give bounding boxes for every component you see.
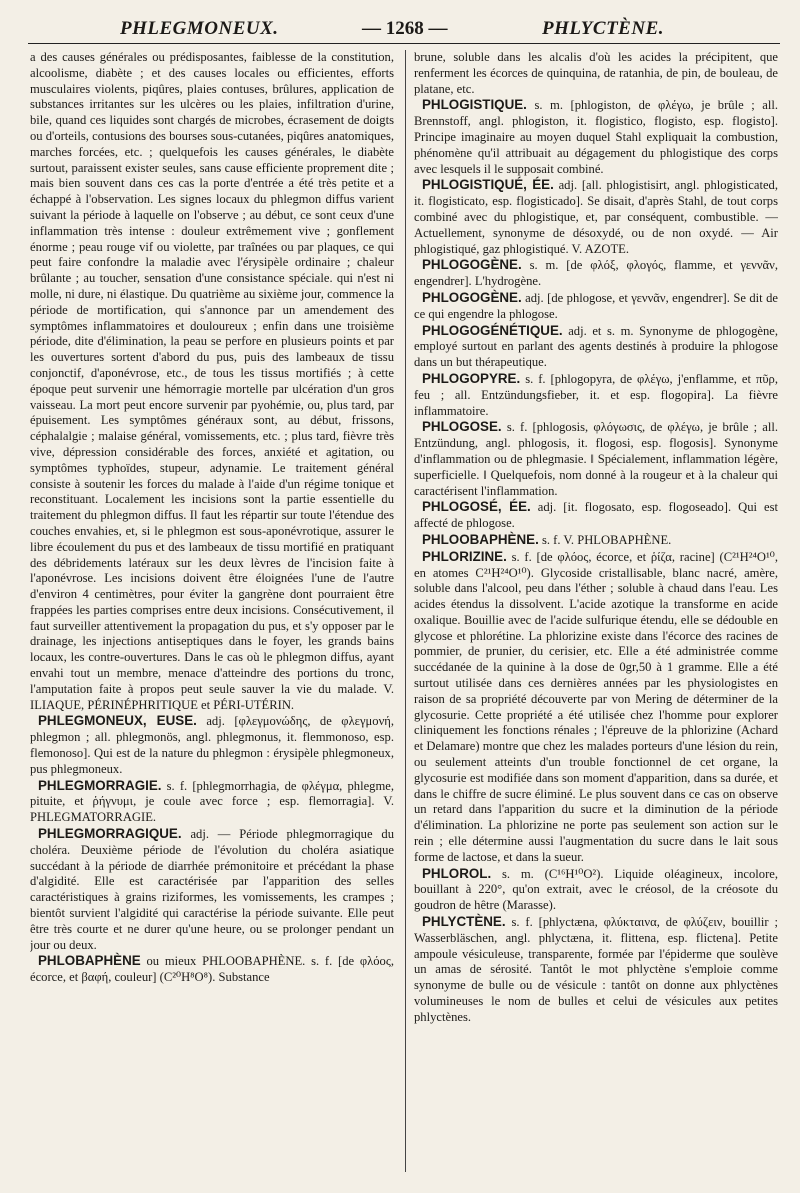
entry-headword: PHLOGOGÈNE. (422, 257, 522, 273)
running-header (0, 18, 800, 44)
dictionary-entry: PHLOGOGÈNE. adj. [de phlogose, et γεννᾶν, engendrer]. Se dit de ce qui engendre la phlogose. (414, 289, 778, 321)
entry-headword: PHLOGISTIQUE. (422, 97, 527, 113)
header-left-guide-word: PHLEGMONEUX. (120, 18, 279, 39)
entry-headword: PHLOGOPYRE. (422, 370, 521, 386)
dictionary-entry: PHLEGMORRAGIQUE. adj. — Période phlegmorragique du choléra. Deuxième période de l'évolution du choléra asiatique succédant à la période de diarrhée prémonitoire et précédant la phase d'algidité. Elle est caractérisée par l'apparition des selles caractéristiques à grains riziformes, les vomissements, les crampes ; bientôt survient l'algidité qui caractérise la période suivante. Elle peut être très courte et ne durer qu'une heure, ou se prolonger pendant un jour ou deux. (30, 826, 394, 952)
entry-headword: PHLEGMONEUX, EUSE. (38, 713, 197, 729)
entry-continuation: a des causes générales ou prédisposantes, faiblesse de la constitution, alcoolisme, diabète ; et des causes locales ou efficientes, efforts musculaires violents, piqûres, plaies contuses, brûlures, application de substances irritantes sur les ulcères ou les plaies, infiltration d'urine, bile, quand ces liquides sont chargés de microbes, écrasement de doigts ou d'orteils, contusions des bourses sous-cutanées, piqûres anatomiques, marches forcées, etc. ; quelquefois les causes générales, le diabète surtout, paraissent exister seules, sans cause efficiente proprement dite ; mais bien souvent dans ces cas la porte d'entrée a été très petite et a échappé à l'observation. Les signes locaux du phlegmon diffus varient suivant la période à laquelle on l'observe ; au début, ce sont ceux d'une inflammation très intense : douleur extrêmement vive ; gonflement énorme ; peau rouge vif ou violette, par traînées ou par plaques, ce qui peut faire confondre la maladie avec l'érysipèle ordinaire ; chaleur brûlante ; au toucher, sensation d'une consistance spéciale. qui n'est ni molle, ni dure, ni élastique. Du quatrième au sixième jour, commence la période de mortification, qui s'annonce par un amendement des symptômes inflammatoires et douloureux ; enfin dans une troisième période, dite d'élimination, la peau se perfore en plusieurs points et par les ouvertures sortent d'abord du pus, puis des lambeaux de tissu conjonctif, d'aponévrose, etc., de tous les tissus mortifiés ; à cette époque peut survenir une hémorragie mortelle par ulcération d'un gros vaisseau. La mort peut encore survenir par pyohémie, ou, plus tard, par épuisement. Les symptômes généraux sont, au début, frissons, céphalalgie ; malaise général, vomissements, etc. ; plus tard, fièvre très vive, dépression considérable des forces, anxiété et agitation, ou symptômes typhoïdes, stupeur, adynamie. Le traitement général consiste à soutenir les forces du malade à l'aide d'un régime tonique et reconstituant. Localement les incisions sont la partie essentielle du traitement du phlegmon diffus. Il faut les répartir sur toute l'étendue des couches envahies, et, si le phlegmon est sous-aponévrotique, assurer le libre écoulement du pus et des lambeaux de tissu mortifié en pratiquant des débridements latéraux sur les deux lèvres de l'incision faite à l'aponévrose. Les incisions doivent être éloignées l'une de l'autre d'environ 4 centimètres, pour éviter la gangrène dont pourraient être frappées les parties comprises entre deux incisions. Consécutivement, il faut surveiller attentivement la propagation du pus, et s'y opposer par le drainage, les injections antiseptiques dans le foyer, les grands bains locaux, les contre-ouvertures. Dans le cas où le phlegmon diffus, ayant envahi tout un membre, menace d'atteindre des portions du tronc, l'amputation faite à propos peut seule sauver la vie du malade. V. ILIAQUE, PÉRINÉPHRITIQUE et PÉRI-UTÉRIN. (30, 50, 394, 712)
entry-headword: PHLOGISTIQUÉ, ÉE. (422, 177, 554, 193)
dictionary-entry: PHLOGISTIQUE. s. m. [phlogiston, de φλέγω, je brûle ; all. Brennstoff, angl. phlogiston, it. flogistico, flogisto, esp. flogisto]. Principe imaginaire au moyen duquel Stahl expliquait la combustion, phénomène qu'il attribuait au dégagement du phlogistique des corps avec lesquels il le supposait combiné. (414, 97, 778, 176)
dictionary-entry: PHLEGMONEUX, EUSE. adj. [φλεγμονώδης, de φλεγμονή, phlegmon ; all. phlegmonös, angl. phlegmonus, it. flemmonoso, esp. flemonoso]. Qui est de la nature du phlegmon : érysipèle phlegmoneux, pus phlegmoneux. (30, 713, 394, 776)
dictionary-entry: PHLORIZINE. s. f. [de φλόος, écorce, et ῥίζα, racine] (C²¹H²⁴O¹⁰, en atomes C²¹H²⁴O¹⁰). Glycoside cristallisable, blanc nacré, amère, soluble dans l'alcool, peu dans l'éther ; soluble à chaud dans l'eau. Les acides étendus la dissolvent. L'acide azotique la transforme en acide oxalique. Bouillie avec de l'acide sulfurique étendu, elle se dédouble en glycose et phlorétine. La phlorizine existe dans l'écorce des racines de pommier, de prunier, du cerisier, etc. Elle a été administrée comme succédanée de la quinine à la dose de 0gr,50 à 1 gramme. Elle a été surtout utilisée dans ces dernières années par les physiologistes en raison de sa propriété découverte par von Mering de déterminer de la glycosurie. Cette propriété a été utilisée chez l'homme pour explorer cliniquement les fonctions rénales ; l'épreuve de la phlorizine (Achard et Delamare) montre que chez les malades porteurs d'une lésion du rein, ou seulement atteints d'un trouble fonctionnel de cet organe, la glycosurie est modifiée dans son moment d'apparition, dans sa durée, et dans le chiffre de sucre éliminé. Le plus souvent dans ce cas on observe un retard dans l'apparition du sucre et la diminution de la période d'élimination. La phlorizine ne porte pas seulement son action sur le rein ; elle détermine aussi l'augmentation du sucre dans le lait sous forme de lactose, et dans la sueur. (414, 548, 778, 864)
dictionary-entry: PHLYCTÈNE. s. f. [phlyctæna, φλύκταινα, de φλύζειν, bouillir ; Wasserbläschen, angl. phlyctæna, it. flittena, esp. flictena]. Petite ampoule vésiculeuse, transparente, formée par l'épiderme que soulève un amas de sérosité. Tantôt le mot phlyctène s'emploie comme synonyme de bulle ou de vésicule : tantôt on donne aux phlyctènes volumineuses le nom de bulles et celui de vésicules aux petites phlyctènes. (414, 914, 778, 1024)
left-column (30, 50, 394, 1180)
dictionary-entry: PHLOGOSE. s. f. [phlogosis, φλόγωσις, de φλέγω, je brûle ; all. Entzündung, angl. phlogosis, it. flogosi, esp. flogosis]. Synonyme d'inflammation ou de phlegmasie. ‖ Spécialement, inflammation légère, superficielle. ‖ Quelquefois, nom donné à la rougeur et à la chaleur qui caractérisent l'inflammation. (414, 419, 778, 498)
dictionary-entry: PHLOGOSÉ, ÉE. adj. [it. flogosato, esp. flogoseado]. Qui est affecté de phlogose. (414, 499, 778, 531)
dictionary-entry: PHLOGOGÈNE. s. m. [de φλόξ, φλογός, flamme, et γεννᾶν, engendrer]. L'hydrogène. (414, 257, 778, 289)
entry-headword: PHLOOBAPHÈNE. (422, 531, 539, 547)
dictionary-entry: PHLOGOGÉNÉTIQUE. adj. et s. m. Synonyme de phlogogène, employé surtout en parlant des agents destinés à produire la phlogose dans un but thérapeutique. (414, 322, 778, 370)
header-right-guide-word: PHLYCTÈNE. (542, 18, 664, 39)
text-columns (30, 50, 780, 1180)
header-rule (28, 43, 780, 44)
dictionary-entry: PHLOGOPYRE. s. f. [phlogopyra, de φλέγω, j'enflamme, et πῦρ, feu ; all. Entzündungsfieber, it. et esp. flogopira]. La fièvre inflammatoire. (414, 370, 778, 418)
dictionary-entry: PHLOGISTIQUÉ, ÉE. adj. [all. phlogistisirt, angl. phlogisticated, it. flogisticato, esp. flogisticado]. Se disait, d'après Stahl, de tout corps combiné avec du phlogistique, et, par conséquent, combustible. — Actuellement, synonyme de désoxydé, ou de non oxydé. — Air phlogistiqué, gaz phlogistiqué. V. AZOTE. (414, 177, 778, 256)
entry-headword: PHLOBAPHÈNE (38, 953, 141, 969)
entry-headword: PHLOGOSE. (422, 419, 502, 435)
entry-headword: PHLOGOSÉ, ÉE. (422, 499, 531, 515)
entry-headword: PHLEGMORRAGIE. (38, 777, 162, 793)
dictionary-entry: PHLOROL. s. m. (C¹⁶H¹⁰O²). Liquide oléagineux, incolore, bouillant à 220°, qu'on extrait, avec le créosol, de la créosote du goudron de hêtre (Marasse). (414, 865, 778, 913)
dictionary-entry: PHLOBAPHÈNE ou mieux PHLOOBAPHÈNE. s. f. [de φλόος, écorce, et βαφή, couleur] (C²⁰H⁸O⁸). Substance (30, 953, 394, 985)
right-column (414, 50, 778, 1180)
entry-headword: PHLOGOGÈNE. (422, 289, 522, 305)
entry-headword: PHLORIZINE. (422, 548, 507, 564)
dictionary-entry: PHLEGMORRAGIE. s. f. [phlegmorrhagia, de φλέγμα, phlegme, pituite, et ῥήγνυμι, je coule avec force ; esp. flemorragia]. V. PHLEGMATORRAGIE. (30, 777, 394, 825)
entry-continuation: brune, soluble dans les alcalis d'où les acides la précipitent, que renferment les écorces de quinquina, de ratanhia, de pin, de bouleau, de platane, etc. (414, 50, 778, 96)
entry-headword: PHLOROL. (422, 865, 492, 881)
dictionary-entry: PHLOOBAPHÈNE. s. f. V. PHLOBAPHÈNE. (422, 531, 672, 547)
entry-headword: PHLOGOGÉNÉTIQUE. (422, 322, 563, 338)
page-number: — 1268 — (362, 18, 448, 39)
entry-headword: PHLEGMORRAGIQUE. (38, 826, 182, 842)
entry-headword: PHLYCTÈNE. (422, 914, 506, 930)
column-divider (405, 50, 406, 1172)
